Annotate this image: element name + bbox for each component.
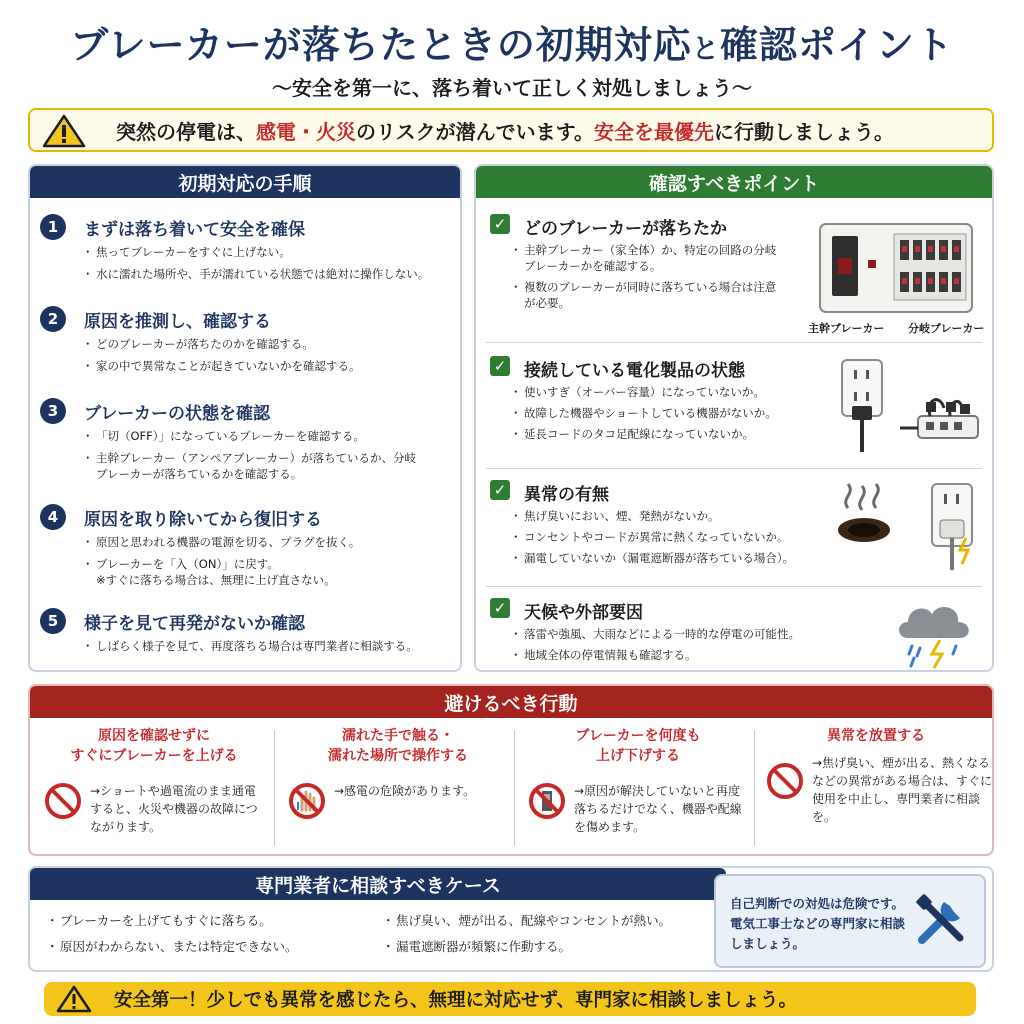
- column-divider: [274, 730, 275, 846]
- avoid-actions-panel: [28, 684, 994, 856]
- consult-note: 自己判断での対処は危険です。電気工事士などの専門家に相談しましょう。: [730, 896, 906, 951]
- step-bullet: ・ 「切（OFF）」になっているブレーカーを確認する。: [84, 428, 424, 444]
- tools-icon: [914, 892, 970, 948]
- checks-title: 確認すべきポイント: [476, 166, 992, 198]
- step-number: 2: [40, 306, 66, 332]
- checkbox-icon: ✓: [490, 356, 510, 376]
- warning-text-3: のリスクが潜んでいます。: [356, 119, 594, 144]
- no-switch-icon: [528, 782, 566, 820]
- consult-bullet: ・ 原因がわからない、または特定できない。: [46, 938, 298, 956]
- warning-triangle-icon: [42, 114, 86, 148]
- steps-title: 初期対応の手順: [30, 166, 460, 198]
- avoid-heading-line: ブレーカーを何度も: [575, 728, 701, 744]
- checkbox-icon: ✓: [490, 598, 510, 618]
- check-bullet: ・ 地域全体の停電情報も確認する。: [512, 647, 832, 663]
- consult-panel: [28, 866, 994, 972]
- check-heading: どのブレーカーが落ちたか: [524, 219, 727, 239]
- divider: [486, 468, 982, 469]
- step-number: 3: [40, 398, 66, 424]
- outlet-plug-icon: [830, 358, 980, 456]
- breaker-panel-icon: [816, 220, 976, 316]
- title-main: ブレーカーが落ちたときの初期対応: [70, 23, 692, 67]
- warning-triangle-icon: [56, 985, 92, 1013]
- avoid-heading: [278, 726, 518, 766]
- title-tail: 確認ポイント: [719, 23, 954, 67]
- check-bullet: ・ 使いすぎ（オーバー容量）になっていないか。: [512, 384, 812, 400]
- consult-note-box: [714, 874, 986, 968]
- check-bullet: ・ 複数のブレーカーが同時に落ちている場合は注意が必要。: [512, 279, 780, 311]
- step-bullet: ・ どのブレーカーが落ちたのかを確認する。: [84, 336, 456, 352]
- step-bullet: ・ しばらく様子を見て、再度落ちる場合は専門業者に相談する。: [84, 638, 456, 654]
- step-bullet: ・ 原因と思われる機器の電源を切る、プラグを抜く。: [84, 534, 456, 550]
- storm-cloud-icon: [892, 598, 976, 670]
- initial-steps-panel: [28, 164, 462, 672]
- column-divider: [754, 730, 755, 846]
- consult-list-left: [46, 912, 298, 964]
- main-breaker-label: 主幹ブレーカー: [808, 322, 885, 335]
- divider: [486, 586, 982, 587]
- check-heading: 天候や外部要因: [524, 603, 643, 623]
- page-subtitle: 〜安全を第一に、落ち着いて正しく対処しましょう〜: [272, 76, 752, 100]
- check-heading: 異常の有無: [524, 485, 609, 505]
- warning-text-2: 感電・火災: [256, 119, 356, 144]
- consult-bullet: ・ 漏電遮断器が頻繁に作動する。: [382, 938, 671, 956]
- warning-text-1: 突然の停電は、: [116, 119, 256, 144]
- step-number: 1: [40, 214, 66, 240]
- step-bullet: ・ 焦ってブレーカーをすぐに上げない。: [84, 244, 456, 260]
- avoid-description: →ショートや過電流のまま通電すると、火災や機器の故障につながります。: [90, 784, 258, 834]
- prohibited-icon: [44, 782, 82, 820]
- avoid-heading-line: 異常を放置する: [827, 728, 925, 744]
- avoid-heading: [756, 726, 996, 746]
- column-divider: [514, 730, 515, 846]
- consult-bullet: ・ 焦げ臭い、煙が出る、配線やコンセントが熱い。: [382, 912, 671, 930]
- step-heading: まずは落ち着いて安全を確保: [84, 220, 305, 240]
- step-bullet: ・ ブレーカーを「入（ON）」に戻す。: [84, 556, 456, 572]
- avoid-heading: [518, 726, 758, 766]
- step-heading: 原因を取り除いてから復旧する: [84, 510, 322, 530]
- step-note: ※すぐに落ちる場合は、無理に上げ直さない。: [96, 573, 336, 587]
- step-heading: ブレーカーの状態を確認: [84, 404, 270, 424]
- check-bullet: ・ 焦げ臭いにおい、煙、発熱がないか。: [512, 508, 832, 524]
- check-bullet: ・ 延長コードのタコ足配線になっていないか。: [512, 426, 812, 442]
- avoid-item-4: [756, 726, 996, 846]
- smoke-burn-icon: [836, 480, 976, 576]
- step-number: 4: [40, 504, 66, 530]
- checkbox-icon: ✓: [490, 214, 510, 234]
- avoid-item-2: [278, 726, 518, 846]
- consult-bullet: ・ ブレーカーを上げてもすぐに落ちる。: [46, 912, 298, 930]
- avoid-heading-line: 濡れた場所で操作する: [328, 748, 468, 764]
- warning-message: [116, 116, 894, 145]
- step-bullet: ・ 家の中で異常なことが起きていないかを確認する。: [84, 358, 456, 374]
- no-wet-hands-icon: [288, 782, 326, 820]
- branch-breaker-label: 分岐ブレーカー: [908, 322, 985, 335]
- footer-banner: [44, 982, 976, 1016]
- prohibited-icon: [766, 762, 804, 800]
- check-heading: 接続している電化製品の状態: [524, 361, 745, 381]
- warning-banner: [28, 108, 994, 152]
- step-bullet: ・ 主幹ブレーカー（アンペアブレーカー）が落ちているか、分岐ブレーカーが落ちているかを確認する。: [84, 450, 424, 482]
- avoid-description: →原因が解決していないと再度落ちるだけでなく、機器や配線を傷めます。: [574, 784, 742, 834]
- avoid-heading-line: 濡れた手で触る・: [342, 728, 454, 744]
- divider: [486, 342, 982, 343]
- avoid-description: →感電の危険があります。: [334, 784, 476, 798]
- footer-message: 安全第一！少しでも異常を感じたら、無理に対応せず、専門家に相談しましょう。: [114, 990, 798, 1011]
- avoid-item-3: [518, 726, 758, 846]
- avoid-heading-line: すぐにブレーカーを上げる: [70, 748, 238, 764]
- warning-text-5: に行動しましょう。: [714, 119, 894, 144]
- page-title: [0, 14, 1024, 69]
- step-heading: 原因を推測し、確認する: [84, 312, 271, 332]
- avoid-heading-line: 上げ下げする: [596, 748, 680, 764]
- check-bullet: ・ コンセントやコードが異常に熱くなっていないか。: [512, 529, 832, 545]
- check-bullet: ・ 漏電していないか（漏電遮断器が落ちている場合）。: [512, 550, 832, 566]
- avoid-heading-line: 原因を確認せずに: [98, 728, 210, 744]
- step-heading: 様子を見て再発がないか確認: [84, 614, 305, 634]
- check-bullet: ・ 落雷や強風、大雨などによる一時的な停電の可能性。: [512, 626, 832, 642]
- title-and: と: [691, 34, 720, 65]
- avoid-title: 避けるべき行動: [30, 686, 992, 718]
- step-number: 5: [40, 608, 66, 634]
- consult-title: 専門業者に相談すべきケース: [30, 868, 726, 900]
- step-bullet: ・ 水に濡れた場所や、手が濡れている状態では絶対に操作しない。: [84, 266, 456, 282]
- avoid-description: →焦げ臭い、煙が出る、熱くなるなどの異常がある場合は、すぐに使用を中止し、専門業者に相談を。: [812, 756, 993, 824]
- check-points-panel: [474, 164, 994, 672]
- avoid-heading: [34, 726, 274, 766]
- avoid-item-1: [34, 726, 274, 846]
- check-bullet: ・ 故障した機器やショートしている機器がないか。: [512, 405, 812, 421]
- checkbox-icon: ✓: [490, 480, 510, 500]
- warning-text-4: 安全を最優先: [594, 119, 714, 144]
- consult-list-right: [382, 912, 671, 964]
- check-bullet: ・ 主幹ブレーカー（家全体）か、特定の回路の分岐ブレーカーかを確認する。: [512, 242, 780, 274]
